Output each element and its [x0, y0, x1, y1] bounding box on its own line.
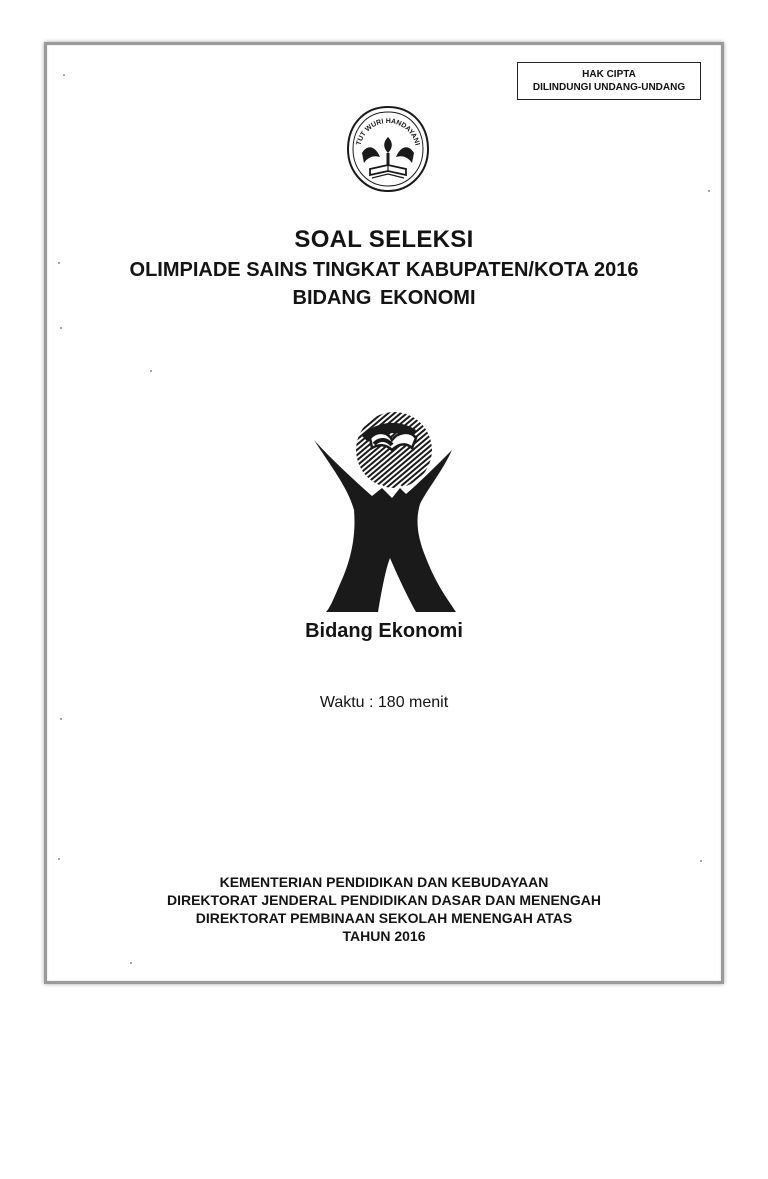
- scan-speck: [130, 962, 132, 964]
- copyright-line-2: DILINDUNGI UNDANG-UNDANG: [532, 82, 686, 93]
- scan-speck: [700, 860, 702, 862]
- ministry-block: [44, 873, 724, 945]
- ministry-line-4: TAHUN 2016: [342, 928, 426, 944]
- olympiad-figure-globe-logo-icon: [312, 408, 458, 614]
- exam-duration: Waktu : 180 menit: [319, 694, 449, 711]
- tut-wuri-handayani-seal-icon: [342, 103, 434, 195]
- scan-speck: [708, 190, 710, 192]
- seal-motto-text: TUT WURI HANDAYANI: [355, 117, 421, 147]
- scan-speck: [150, 370, 152, 372]
- scan-speck: [60, 327, 62, 329]
- scan-speck: [63, 74, 65, 76]
- ministry-line-3: DIREKTORAT PEMBINAAN SEKOLAH MENENGAH ATAS: [195, 910, 573, 926]
- scan-speck: [58, 858, 60, 860]
- document-title: SOAL SELEKSI: [294, 226, 474, 253]
- copyright-notice-box: [517, 62, 701, 100]
- document-field-heading: BIDANG EKONOMI: [292, 287, 476, 309]
- copyright-line-1: HAK CIPTA: [582, 69, 636, 80]
- field-label: Bidang Ekonomi: [305, 620, 463, 642]
- scan-speck: [60, 718, 62, 720]
- ministry-line-2: DIREKTORAT JENDERAL PENDIDIKAN DASAR DAN MENENGAH: [166, 892, 602, 908]
- ministry-line-1: KEMENTERIAN PENDIDIKAN DAN KEBUDAYAAN: [219, 874, 549, 890]
- document-subtitle: OLIMPIADE SAINS TINGKAT KABUPATEN/KOTA 2016: [129, 259, 639, 281]
- scan-speck: [58, 262, 60, 264]
